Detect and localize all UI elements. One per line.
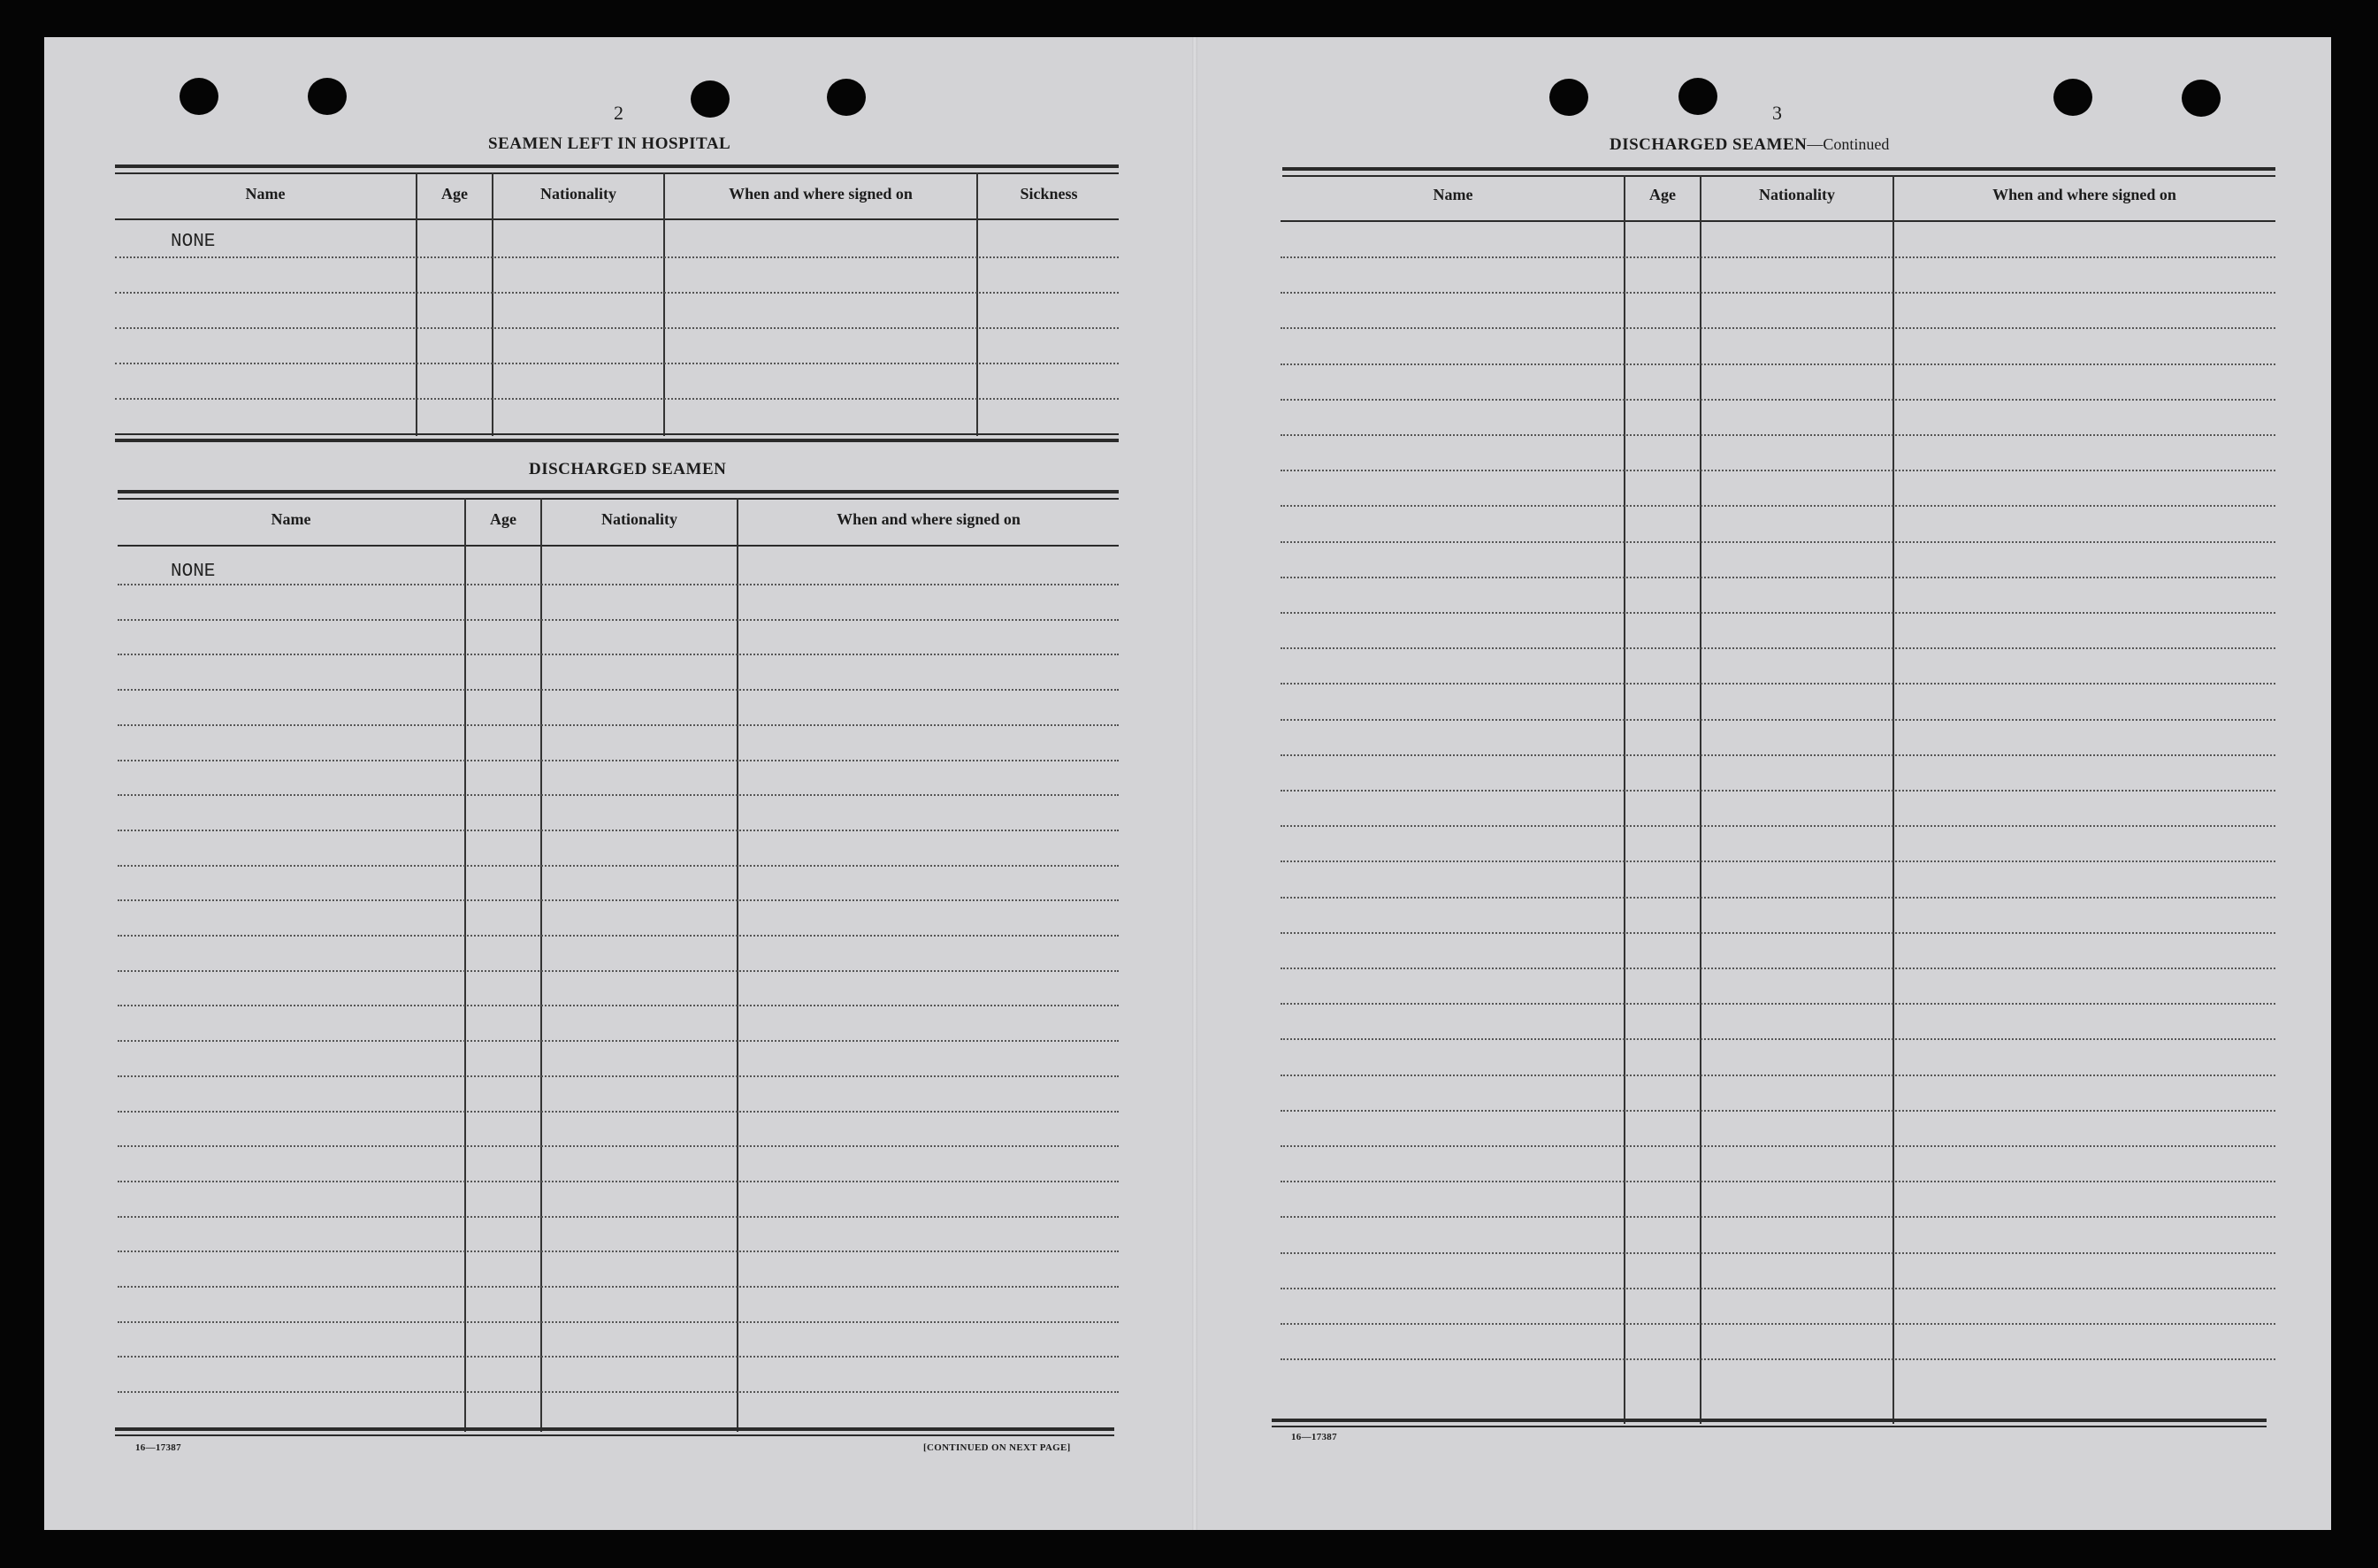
entry-line (118, 1321, 1119, 1323)
page-number: 3 (1772, 102, 1782, 124)
entry-line (118, 899, 1119, 901)
entry-line (1281, 1110, 2275, 1112)
entry-line (118, 1040, 1119, 1042)
entry-line (1281, 1216, 2275, 1218)
entry-line (1281, 256, 2275, 258)
rule (115, 164, 1119, 168)
punch-hole (180, 78, 218, 115)
entry-line (1281, 1145, 2275, 1147)
entry-line (1281, 1038, 2275, 1040)
entry-line (1281, 1075, 2275, 1076)
continued-note: [CONTINUED ON NEXT PAGE] (923, 1442, 1071, 1453)
entry-line (118, 1356, 1119, 1358)
entry-line (1281, 1003, 2275, 1005)
header-age: Age (441, 185, 468, 203)
entry-line (1281, 363, 2275, 365)
punch-hole (308, 78, 347, 115)
entry-line (118, 1216, 1119, 1218)
entry-line (118, 619, 1119, 621)
entry-line (1281, 683, 2275, 685)
entry-line (1281, 434, 2275, 436)
entry-line (118, 1286, 1119, 1288)
entry-line (115, 363, 1119, 364)
entry-line (1281, 860, 2275, 862)
hospital-section-title: SEAMEN LEFT IN HOSPITAL (488, 134, 731, 153)
column-divider (737, 498, 738, 1432)
column-divider (1624, 175, 1625, 1424)
rule (1281, 220, 2275, 222)
column-divider (540, 498, 542, 1432)
discharged-continued-title (1610, 135, 1889, 155)
column-divider (416, 172, 417, 436)
entry-line (1281, 1288, 2275, 1289)
rule (115, 1434, 1114, 1436)
entry-line (1281, 327, 2275, 329)
entry-line (118, 654, 1119, 655)
form-number: 16—17387 (135, 1442, 181, 1453)
entry-line (1281, 825, 2275, 827)
rule (115, 439, 1119, 442)
discharged-section-title: DISCHARGED SEAMEN (529, 460, 727, 478)
entry-line (118, 584, 1119, 585)
entry-line (1281, 1181, 2275, 1182)
header-age: Age (490, 510, 516, 528)
column-divider (663, 172, 665, 436)
rule (118, 545, 1119, 547)
page-fold (1192, 37, 1197, 1530)
entry-line (118, 724, 1119, 726)
column-divider (976, 172, 978, 436)
entry-line (118, 1181, 1119, 1182)
header-when-where: When and where signed on (837, 510, 1021, 528)
entry-line (118, 1145, 1119, 1147)
rule (115, 172, 1119, 174)
entry-line (118, 1075, 1119, 1077)
header-name: Name (271, 510, 311, 528)
entry-line (118, 794, 1119, 796)
column-divider (464, 498, 466, 1432)
entry-line (118, 970, 1119, 972)
entry-line (1281, 790, 2275, 792)
title-suffix: —Continued (1807, 135, 1890, 153)
entry-line (1281, 470, 2275, 471)
entry-line (1281, 754, 2275, 756)
entry-line (118, 1251, 1119, 1252)
entry-line (118, 935, 1119, 937)
entry-line (1281, 897, 2275, 899)
column-divider (1700, 175, 1701, 1424)
header-when-where: When and where signed on (729, 185, 913, 203)
entry-line (1281, 505, 2275, 507)
entry-line (1281, 1323, 2275, 1325)
rule (115, 433, 1119, 435)
entry-line (1281, 577, 2275, 578)
rule (1272, 1426, 2267, 1427)
punch-hole (2182, 80, 2221, 117)
entry-line (1281, 932, 2275, 934)
rule (1282, 175, 2275, 177)
rule (115, 1427, 1114, 1431)
page-number: 2 (614, 102, 623, 124)
header-nationality: Nationality (539, 185, 616, 203)
entry-line (115, 327, 1119, 329)
punch-hole (827, 79, 866, 116)
entry-line (1281, 719, 2275, 721)
entry-line (118, 1005, 1119, 1006)
entry-line (118, 1111, 1119, 1113)
discharged-entry: NONE (171, 562, 216, 582)
entry-line (1281, 1358, 2275, 1360)
form-number: 16—17387 (1291, 1432, 1337, 1442)
entry-line (1281, 541, 2275, 543)
entry-line (115, 256, 1119, 258)
rule (118, 490, 1119, 493)
entry-line (118, 865, 1119, 867)
header-nationality: Nationality (600, 510, 677, 528)
entry-line (115, 398, 1119, 400)
entry-line (118, 760, 1119, 761)
header-nationality: Nationality (1758, 186, 1835, 203)
column-divider (492, 172, 493, 436)
entry-line (1281, 399, 2275, 401)
entry-line (1281, 968, 2275, 969)
punch-hole (1549, 79, 1588, 116)
entry-line (1281, 612, 2275, 614)
column-divider (1892, 175, 1894, 1424)
entry-line (115, 292, 1119, 294)
punch-hole (2053, 79, 2092, 116)
punch-hole (691, 80, 730, 118)
hospital-entry: NONE (171, 232, 216, 252)
entry-line (118, 689, 1119, 691)
header-name: Name (1433, 186, 1473, 203)
header-sickness: Sickness (1020, 185, 1078, 203)
entry-line (118, 1391, 1119, 1393)
header-when-where: When and where signed on (1992, 186, 2176, 203)
title-text: DISCHARGED SEAMEN (1610, 135, 1808, 154)
document-sheet (44, 37, 2331, 1530)
entry-line (1281, 292, 2275, 294)
punch-hole (1678, 78, 1717, 115)
header-name: Name (245, 185, 286, 203)
rule (115, 218, 1119, 220)
header-age: Age (1649, 186, 1676, 203)
rule (1282, 167, 2275, 171)
entry-line (118, 830, 1119, 831)
entry-line (1281, 647, 2275, 649)
rule (118, 498, 1119, 500)
rule (1272, 1419, 2267, 1422)
entry-line (1281, 1252, 2275, 1254)
